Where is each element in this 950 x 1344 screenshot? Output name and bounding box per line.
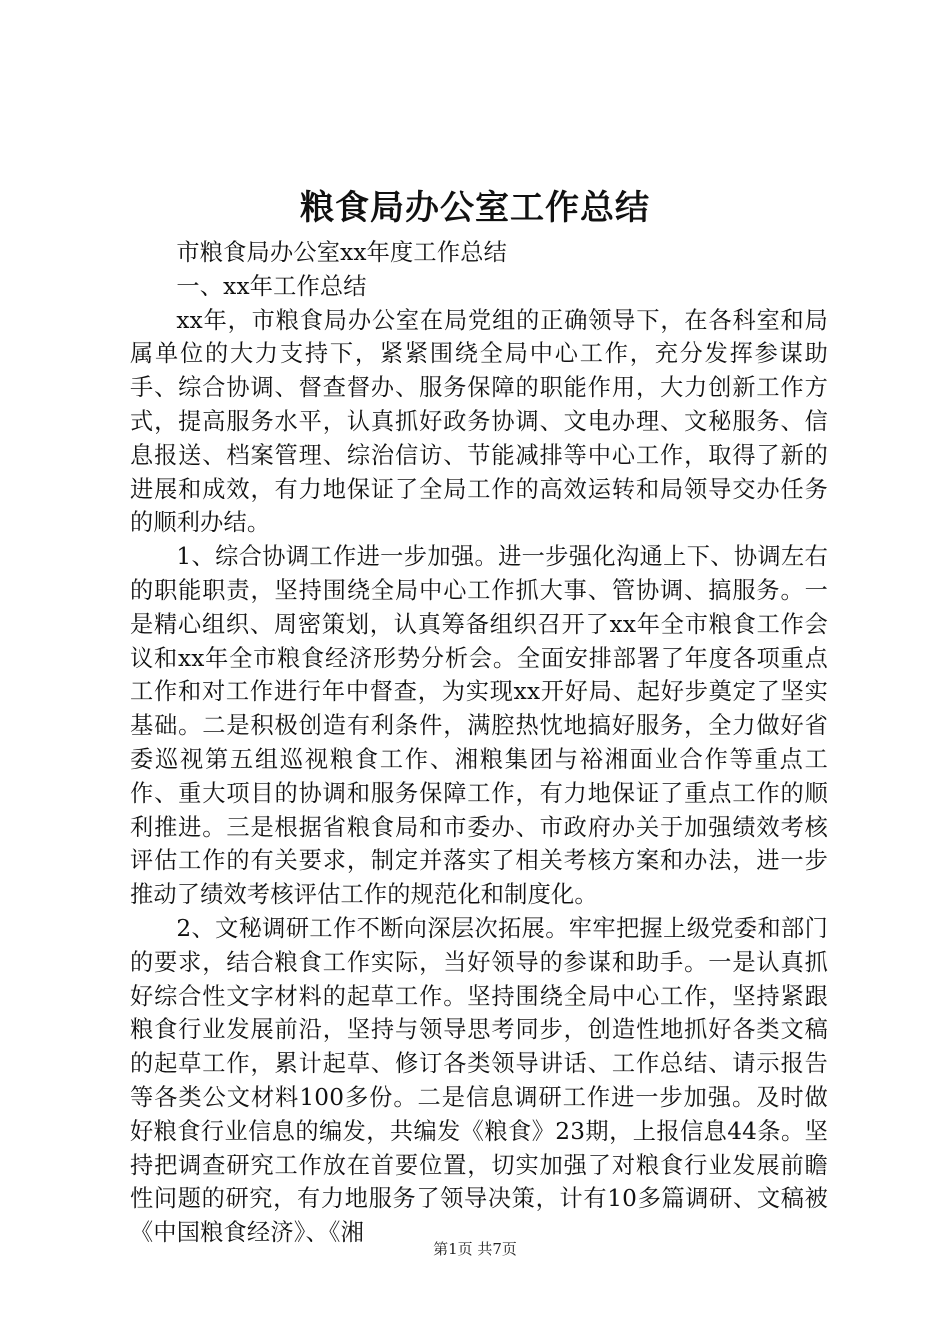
page-footer: 第1页 共7页 — [433, 1240, 517, 1258]
paragraph-item-2: 2、文秘调研工作不断向深层次拓展。牢牢把握上级党委和部门的要求，结合粮食工作实际，当好领导的参谋和助手。一是认真抓好综合性文字材料的起草工作。坚持围绕全局中心工作，坚持紧跟粮食行业发展前沿，坚持与领导思考同步，创造性地抓好各类文稿的起草工作，累计起草、修订各类领导讲话、工作总结、请示报告等各类公文材料100多份。二是信息调研工作进一步加强。及时做好粮食行业信息的编发，共编发《粮食》23期，上报信息44条。坚持把调查研究工作放在首要位置，切实加强了对粮食行业发展前瞻性问题的研究，有力地服务了领导决策，计有10多篇调研、文稿被《中国粮食经济》、《湘 — [130, 914, 828, 1247]
paragraph-item-1: 1、综合协调工作进一步加强。进一步强化沟通上下、协调左右的职能职责，坚持围绕全局中心工作抓大事、管协调、搞服务。一是精心组织、周密策划，认真筹备组织召开了xx年全市粮食工作会议和xx年全市粮食经济形势分析会。全面安排部署了年度各项重点工作和对工作进行年中督查，为实现xx开好局、起好步奠定了坚实基础。二是积极创造有利条件，满腔热忱地搞好服务，全力做好省委巡视第五组巡视粮食工作、湘粮集团与裕湘面业合作等重点工作、重大项目的协调和服务保障工作，有力地保证了重点工作的顺利推进。三是根据省粮食局和市委办、市政府办关于加强绩效考核评估工作的有关要求，制定并落实了相关考核方案和办法，进一步推动了绩效考核评估工作的规范化和制度化。 — [130, 543, 828, 909]
paragraph-subtitle: 市粮食局办公室xx年度工作总结 — [176, 239, 507, 266]
document-body — [130, 236, 828, 1250]
paragraph-section-heading: 一、xx年工作总结 — [176, 272, 367, 300]
paragraph-intro: xx年，市粮食局办公室在局党组的正确领导下，在各科室和局属单位的大力支持下，紧紧围绕全局中心工作，充分发挥参谋助手、综合协调、督查督办、服务保障的职能作用，大力创新工作方式，提高服务水平，认真抓好政务协调、文电办理、文秘服务、信息报送、档案管理、综治信访、节能减排等中心工作，取得了新的进展和成效，有力地保证了全局工作的高效运转和局领导交办任务的顺利办结。 — [130, 306, 828, 537]
document-title: 粮食局办公室工作总结 — [300, 188, 650, 228]
